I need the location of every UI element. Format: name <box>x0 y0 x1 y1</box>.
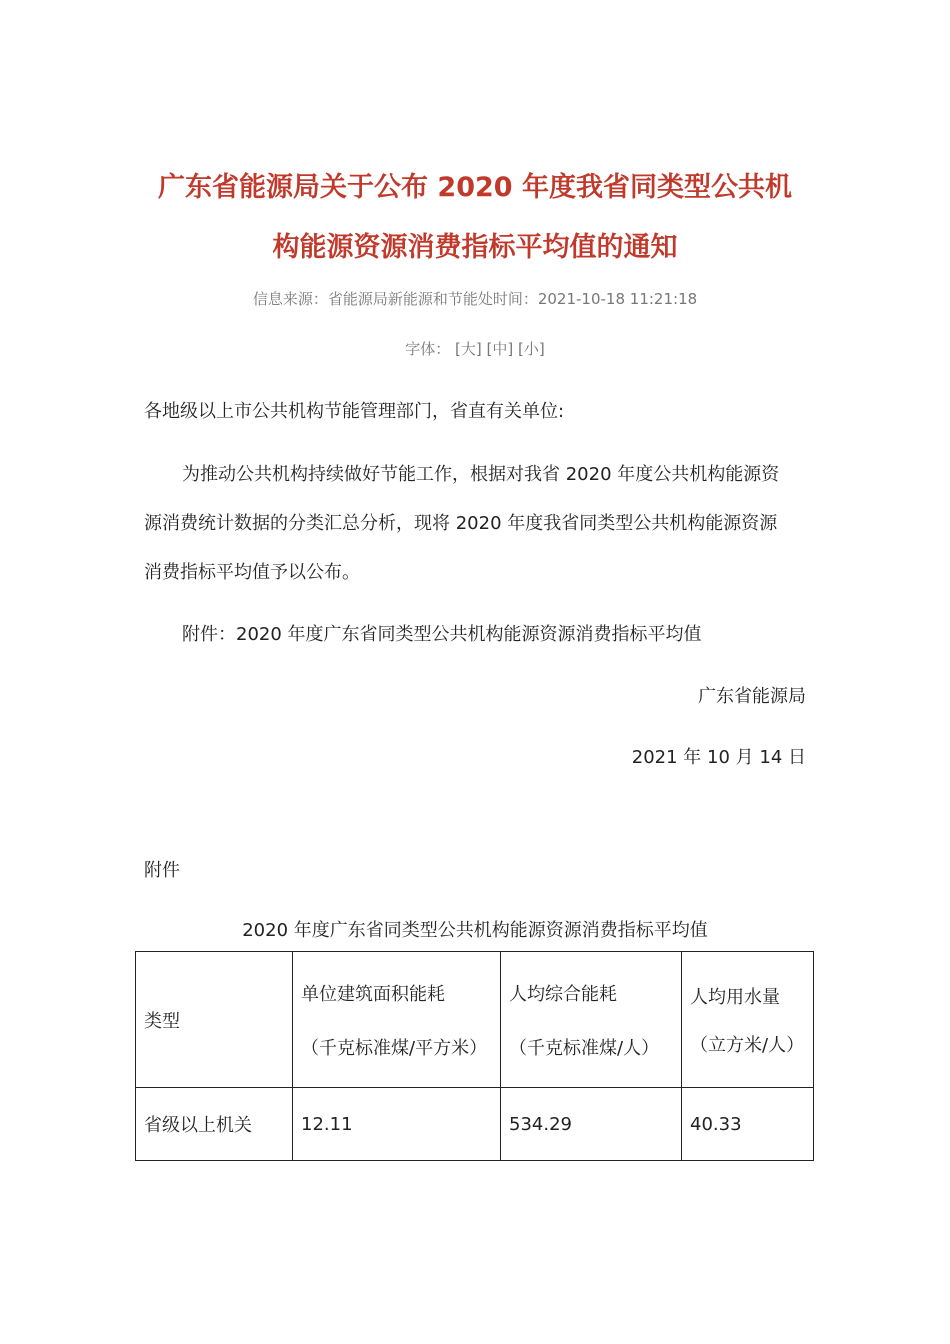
font-medium-link[interactable]: [中] <box>486 340 514 358</box>
header-unit: （立方米/人） <box>690 1034 805 1056</box>
attachment-heading: 附件 <box>144 860 180 881</box>
table-caption: 2020 年度广东省同类型公共机构能源资源消费指标平均值 <box>242 920 708 941</box>
table-row <box>136 1088 814 1161</box>
table-cell: 534.29 <box>501 1088 682 1161</box>
header-text: 人均综合能耗 <box>509 983 617 1005</box>
header-unit: （千克标准煤/平方米） <box>301 1037 488 1059</box>
page-title-line-2: 构能源资源消费指标平均值的通知 <box>272 232 678 263</box>
header-cell-area-energy <box>293 952 501 1088</box>
header-cell-per-capita-energy <box>501 952 682 1088</box>
font-size-selector <box>140 338 810 359</box>
salutation: 各地级以上市公共机构节能管理部门，省直有关单位: <box>144 401 565 422</box>
page-title-line-1: 广东省能源局关于公布 2020 年度我省同类型公共机 <box>158 172 792 203</box>
table-header-row <box>136 952 814 1088</box>
info-source: 信息来源：省能源局新能源和节能处时间：2021-10-18 11:21:18 <box>252 290 698 308</box>
header-cell-type <box>136 952 293 1088</box>
paragraph-line-2: 源消费统计数据的分类汇总分析，现将 2020 年度我省同类型公共机构能源资源 <box>144 513 778 534</box>
table-cell: 40.33 <box>682 1088 814 1161</box>
attachment-reference: 附件：2020 年度广东省同类型公共机构能源资源消费指标平均值 <box>182 624 702 645</box>
indicator-table <box>135 951 814 1161</box>
signature: 广东省能源局 <box>698 686 806 707</box>
header-unit: （千克标准煤/人） <box>509 1037 660 1059</box>
paragraph-line-3: 消费指标平均值予以公布。 <box>144 562 360 583</box>
header-text: 人均用水量 <box>690 986 780 1008</box>
table-cell: 省级以上机关 <box>136 1088 293 1161</box>
header-text: 单位建筑面积能耗 <box>301 983 445 1005</box>
table-cell: 12.11 <box>293 1088 501 1161</box>
header-cell-water <box>682 952 814 1088</box>
issue-date: 2021 年 10 月 14 日 <box>631 747 806 768</box>
font-small-link[interactable]: [小] <box>518 340 545 358</box>
header-text: 类型 <box>144 1010 180 1032</box>
font-large-link[interactable]: [大] <box>455 340 482 358</box>
font-size-label: 字体： <box>405 340 451 358</box>
paragraph-line-1: 为推动公共机构持续做好节能工作，根据对我省 2020 年度公共机构能源资 <box>182 464 780 485</box>
